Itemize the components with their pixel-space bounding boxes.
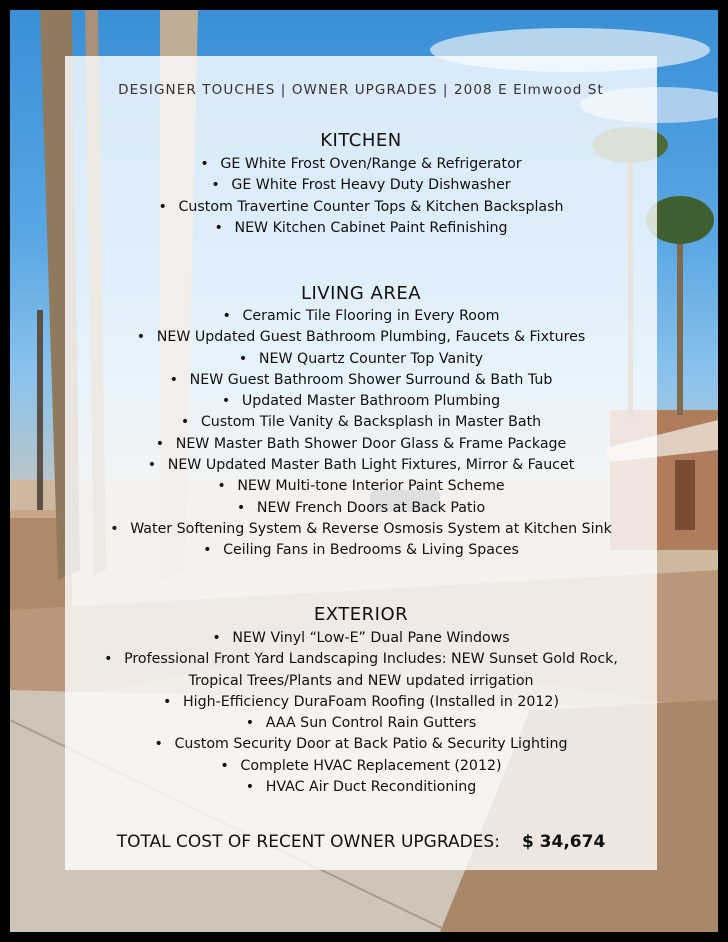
list-item: • Custom Travertine Counter Tops & Kitchen Backsplash xyxy=(158,198,564,215)
total-cost-line xyxy=(65,832,657,852)
list-item: • GE White Frost Heavy Duty Dishwasher xyxy=(211,177,511,194)
list-item: • NEW Vinyl “Low-E” Dual Pane Windows xyxy=(212,630,510,646)
section-heading-exterior: EXTERIOR xyxy=(313,604,409,625)
list-item: • NEW Kitchen Cabinet Paint Refinishing xyxy=(214,219,508,236)
kitchen-list xyxy=(65,154,657,239)
list-item: • Updated Master Bathroom Plumbing xyxy=(221,393,501,410)
list-item-continuation: Tropical Trees/Plants and NEW updated irrigation xyxy=(188,672,534,689)
list-item: • Ceramic Tile Flooring in Every Room xyxy=(222,308,500,324)
list-item: • Custom Tile Vanity & Backsplash in Master Bath xyxy=(180,414,542,431)
section-heading-kitchen: KITCHEN xyxy=(320,130,402,151)
living-area-list xyxy=(65,306,657,562)
list-item: • NEW Quartz Counter Top Vanity xyxy=(238,350,484,367)
exterior-list xyxy=(65,628,657,798)
upgrades-list-panel xyxy=(65,56,657,870)
total-cost-label: TOTAL COST OF RECENT OWNER UPGRADES: xyxy=(116,832,500,852)
list-item: • Ceiling Fans in Bedrooms & Living Spaces xyxy=(203,542,519,559)
list-item: • NEW Multi-tone Interior Paint Scheme xyxy=(217,478,505,495)
list-item: • AAA Sun Control Rain Gutters xyxy=(245,715,477,732)
list-item: • NEW Master Bath Shower Door Glass & Frame Package xyxy=(155,435,567,452)
list-item: • GE White Frost Oven/Range & Refrigerator xyxy=(200,156,522,172)
total-cost-amount: $ 34,674 xyxy=(521,832,606,852)
list-item: • NEW Updated Master Bath Light Fixtures, Mirror & Faucet xyxy=(147,457,575,474)
list-item: • NEW French Doors at Back Patio xyxy=(236,499,486,516)
document-title: DESIGNER TOUCHES | OWNER UPGRADES | 2008 E Elmwood St xyxy=(118,82,604,98)
list-item: • NEW Guest Bathroom Shower Surround & Bath Tub xyxy=(169,371,553,388)
list-item: • High-Efficiency DuraFoam Roofing (Installed in 2012) xyxy=(163,693,559,710)
list-item: • Custom Security Door at Back Patio & Security Lighting xyxy=(154,736,568,753)
list-item: • HVAC Air Duct Reconditioning xyxy=(245,779,477,796)
list-item: • NEW Updated Guest Bathroom Plumbing, Faucets & Fixtures xyxy=(136,329,586,346)
list-item: • Professional Front Yard Landscaping Includes: NEW Sunset Gold Rock, xyxy=(104,651,618,668)
list-item: • Complete HVAC Replacement (2012) xyxy=(220,757,502,774)
list-item: • Water Softening System & Reverse Osmosis System at Kitchen Sink xyxy=(110,520,612,537)
section-heading-living-area: LIVING AREA xyxy=(300,283,422,304)
